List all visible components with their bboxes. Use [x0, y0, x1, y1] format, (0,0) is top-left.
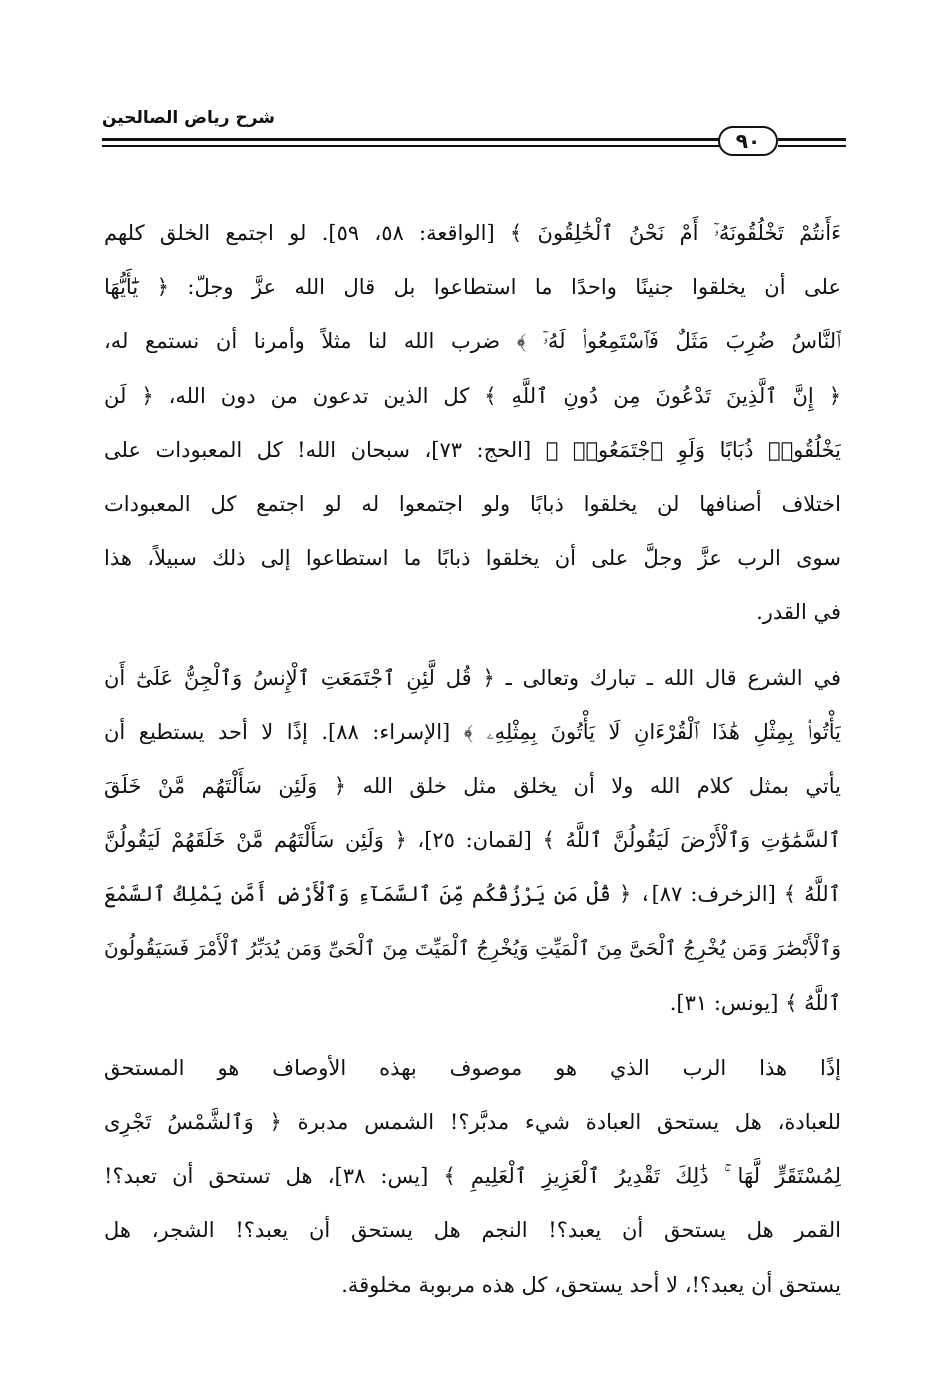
text-line: ءَأَنتُمْ تَخْلُقُونَهُۥٓ أَمْ نَحْنُ ٱلْخَٰلِقُونَ ﴾ [الواقعة: ٥٨، ٥٩]. لو اجتمع الخلق كلهم [104, 221, 841, 245]
paragraph-1 [104, 206, 841, 640]
text-line: يأتي بمثل كلام الله ولا أن يخلق مثل خلق الله ﴿ وَلَئِن سَأَلْتَهُم مَّنْ خَلَقَ [104, 773, 841, 798]
body-text [104, 206, 841, 1323]
text-line: لِمُسْتَقَرٍّ لَّهَا ۚ ذَٰلِكَ تَقْدِيرُ ٱلْعَزِيزِ ٱلْعَلِيمِ ﴾ [يس: ٣٨]، هل تستحق أن تعبد؟! [104, 1164, 841, 1189]
header-rule-left-thick [102, 138, 720, 141]
paragraph-3 [104, 1041, 841, 1312]
text-line: ٱلسَّمَٰوَٰتِ وَٱلْأَرْضَ لَيَقُولُنَّ ٱللَّهُ ﴾ [لقمان: ٢٥]، ﴿ وَلَئِن سَأَلْتَهُم مَّنْ خَلَقَهُمْ لَيَقُولُنَّ [104, 828, 841, 853]
header-rule-left-thin [102, 145, 720, 147]
text-line: وَٱلْأَبْصَٰرَ وَمَن يُخْرِجُ ٱلْحَىَّ مِنَ ٱلْمَيِّتِ وَيُخْرِجُ ٱلْمَيِّتَ مِنَ ٱلْحَىِّ وَمَن يُدَبِّرُ ٱلْأَمْرَ فَسَيَقُولُونَ [104, 936, 841, 961]
text-line: ٱللَّهُ ﴾ [يونس: ٣١]. [669, 990, 841, 1015]
header-rule-right-thick [778, 138, 846, 141]
text-line: في القدر. [756, 600, 841, 625]
page-number-badge: ٩٠ [718, 126, 778, 156]
text-line: على أن يخلقوا جنينًا واحدًا ما استطاعوا بل قال الله عزَّ وجلّ: ﴿ يَٰٓأَيُّهَا [104, 275, 841, 300]
header-rule-right-thin [778, 145, 846, 147]
text-line: يَأْتُوا۟ بِمِثْلِ هَٰذَا ٱلْقُرْءَانِ لَا يَأْتُونَ بِمِثْلِهِۦ ﴾ [الإسراء: ٨٨]. إذًا لا أحد يستطيع أن [104, 719, 841, 744]
text-line: في الشرع قال الله ـ تبارك وتعالى ـ ﴿ قُل لَّئِنِ ٱجْتَمَعَتِ ٱلْإِنسُ وَٱلْجِنُّ عَلَىٰٓ أَن [104, 665, 841, 690]
text-line: ٱللَّهُ ﴾ [الزخرف: ٨٧]، ﴿ قُلْ مَن يَرْزُقُكُم مِّنَ ٱلسَّمَآءِ وَٱلْأَرْضِ أَمَّن يَمْلِكُ ٱلسَّمْعَ [104, 882, 841, 907]
text-line: سوى الرب عزَّ وجلَّ على أن يخلقوا ذبابًا ما استطاعوا إلى ذلك سبيلاً، هذا [104, 546, 841, 571]
text-line: إذًا هذا الرب الذي هو موصوف بهذه الأوصاف هو المستحق [104, 1055, 841, 1080]
paragraph-2 [104, 651, 841, 1030]
text-line: يستحق أن يعبد؟!، لا أحد يستحق، كل هذه مربوبة مخلوقة. [341, 1272, 841, 1297]
text-line: اختلاف أصنافها لن يخلقوا ذبابًا ولو اجتمعوا له لو اجتمع كل المعبودات [104, 491, 841, 516]
text-line: ﴿ إِنَّ ٱلَّذِينَ تَدْعُونَ مِن دُونِ ٱللَّهِ ﴾ كل الذين تدعون من دون الله، ﴿ لَن [104, 383, 841, 408]
running-title: شرح رياض الصالحين [102, 108, 276, 128]
text-line: يَخْلُقُوا۟ ذُبَابًا وَلَوِ ٱجْتَمَعُوا۟ ﴾ [الحج: ٧٣]، سبحان الله! كل المعبودات على [104, 437, 841, 462]
page-header [102, 96, 846, 176]
text-line: القمر هل يستحق أن يعبد؟! النجم هل يستحق أن يعبد؟! الشجر، هل [104, 1218, 841, 1243]
text-line: للعبادة، هل يستحق العبادة شيء مدبَّر؟! الشمس مدبرة ﴿ وَٱلشَّمْسُ تَجْرِى [104, 1110, 841, 1134]
text-line: ٱلنَّاسُ ضُرِبَ مَثَلٌ فَٱسْتَمِعُوا۟ لَهُۥٓ ﴾ ضرب الله لنا مثلاً وأمرنا أن نستمع له، [104, 329, 841, 354]
